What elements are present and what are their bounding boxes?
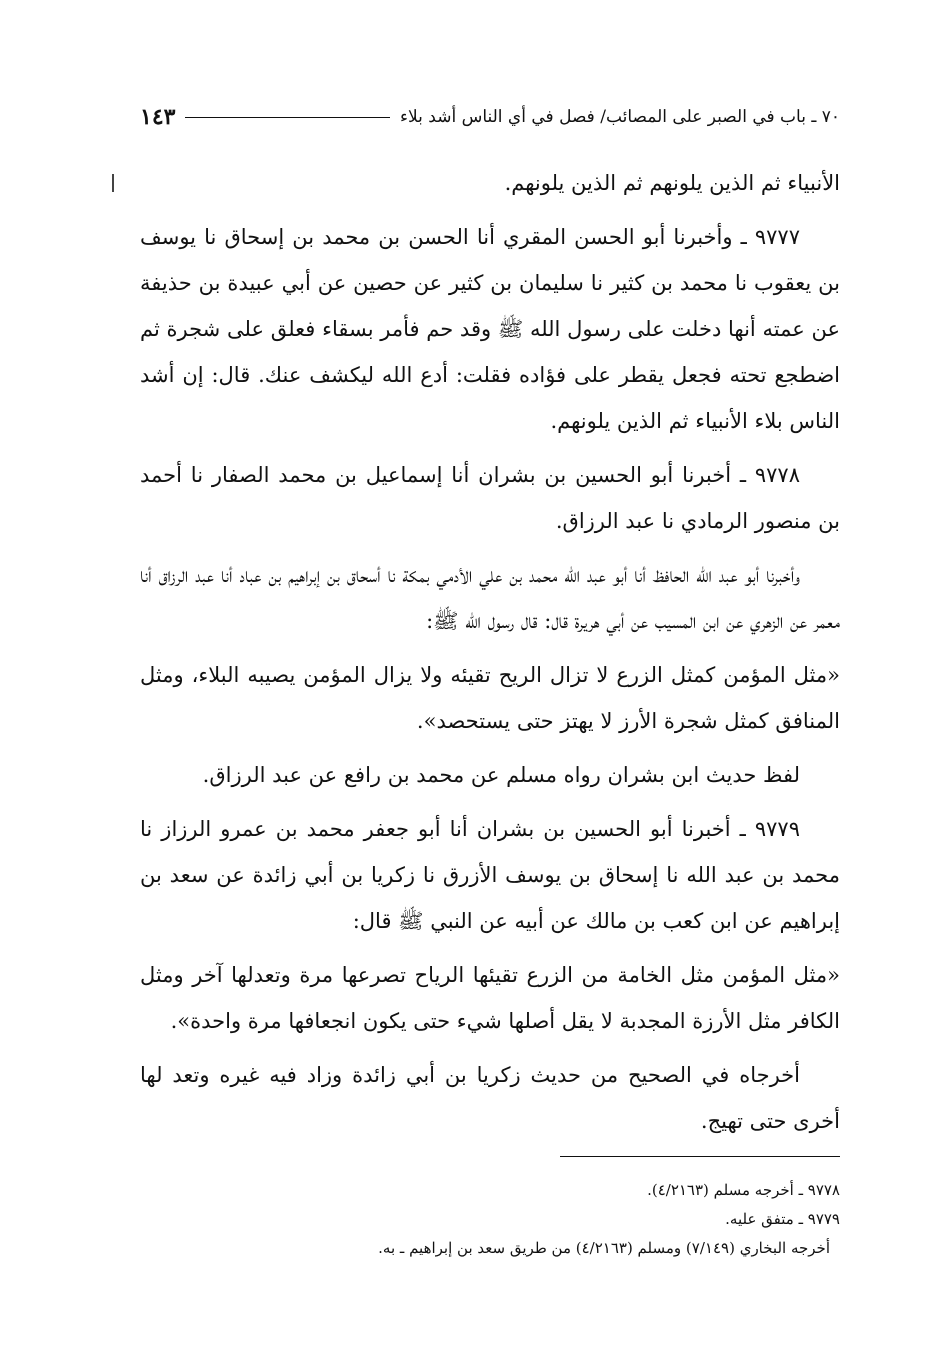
hadith-9778-second-chain: وأخبرنا أبو عبد الله الحافظ أنا أبو عبد الله محمد بن علي الأدمي بمكة نا أسحاق بن إبراهيم بن عباد أنا عبد الرزاق أنا معمر عن الزهري عن ابن المسيب عن أبي هريرة قال: قال رسول الله ﷺ: [140,563,840,633]
margin-mark [112,174,114,192]
running-header [140,100,840,134]
paragraph-continuation: الأنبياء ثم الذين يلونهم ثم الذين يلونهم. [504,171,840,195]
footnote-9779: ٩٧٧٩ ـ متفق عليه. [725,1210,840,1228]
hadith-9778-comment: لفظ حديث ابن بشران رواه مسلم عن محمد بن رافع عن عبد الرزاق. [202,763,800,787]
footnote-rule [560,1156,840,1157]
footnotes [140,1176,840,1263]
hadith-9778-text: «مثل المؤمن كمثل الزرع لا تزال الريح تقيئه ولا يزال المؤمن يصيبه البلاء، ومثل المنافق كمثل شجرة الأرز لا يهتز حتى يستحصد». [140,663,840,733]
main-text [140,160,840,1152]
hadith-9778: ٩٧٧٨ ـ أخبرنا أبو الحسين بن بشران أنا إسماعيل بن محمد الصفار نا أحمد بن منصور الرمادي نا عبد الرزاق. [140,463,840,533]
hadith-9779-text: «مثل المؤمن مثل الخامة من الزرع تقيئها الرياح تصرعها مرة وتعدلها آخر ومثل الكافر مثل الأرزة المجدبة لا يقل أصلها شيء حتى يكون انجعافها مرة واحدة». [140,963,840,1033]
hadith-9779-comment: أخرجاه في الصحيح من حديث زكريا بن أبي زائدة وزاد فيه غيره وتعد لها أخرى حتى تهيج. [140,1063,840,1133]
footnote-9778: ٩٧٧٨ ـ أخرجه مسلم (٤/٢١٦٣). [647,1181,840,1199]
hadith-9779: ٩٧٧٩ ـ أخبرنا أبو الحسين بن بشران أنا أبو جعفر محمد بن عمرو الرزاز نا محمد بن عبد الله نا إسحاق بن يوسف الأزرق نا زكريا بن أبي زائدة عن سعد بن إبراهيم عن ابن كعب بن مالك عن أبيه عن النبي ﷺ قال: [140,817,840,933]
header-rule [185,117,390,118]
footnote-9779-detail: أخرجه البخاري (٧/١٤٩) ومسلم (٤/٢١٦٣) من طريق سعد بن إبراهيم ـ به. [378,1239,830,1257]
page-number: ١٤٣ [140,104,176,130]
chapter-title: ٧٠ ـ باب في الصبر على المصائب/ فصل في أي الناس أشد بلاء [400,107,840,127]
hadith-9777: ٩٧٧٧ ـ وأخبرنا أبو الحسن المقري أنا الحسن بن محمد بن إسحاق نا يوسف بن يعقوب نا محمد بن كثير نا سليمان بن كثير عن حصين عن أبي عبيدة بن حذيفة عن عمته أنها دخلت على رسول الله ﷺ وقد حم فأمر بسقاء فعلق على شجرة ثم اضطجع تحته فجعل يقطر على فؤاده فقلت: أدع الله ليكشف عنك. قال: إن أشد الناس بلاء الأنبياء ثم الذين يلونهم. [140,225,840,433]
